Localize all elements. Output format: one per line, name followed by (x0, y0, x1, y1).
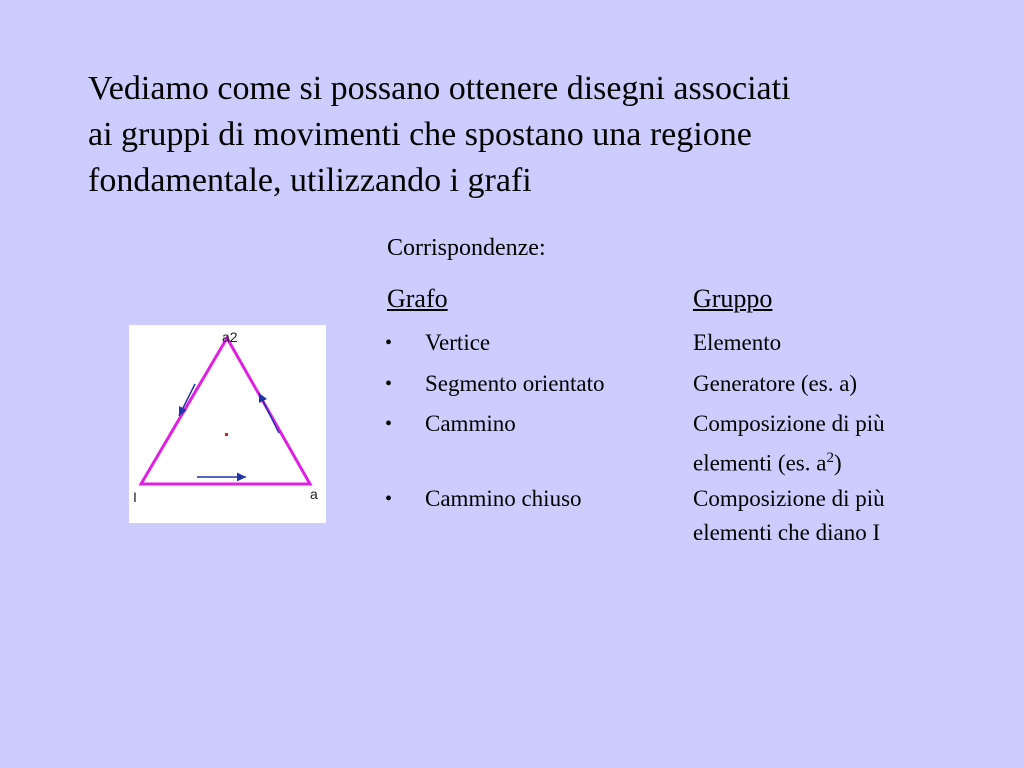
title-line-3: fondamentale, utilizzando i grafi (88, 162, 532, 199)
center-dot (225, 433, 228, 436)
bullet: • (385, 488, 393, 510)
title-line-1: Vediamo come si possano ottenere disegni associati (88, 70, 791, 107)
group-term-line-2 (693, 441, 983, 481)
vertex-label-top: a2 (222, 329, 238, 345)
header-graph: Grafo (387, 284, 448, 313)
header-group: Gruppo (693, 284, 773, 313)
group-term-line-1: Composizione di più (693, 486, 885, 511)
graph-term: Vertice (425, 330, 491, 355)
bullet: • (385, 373, 393, 395)
group-term: Generatore (es. a) (693, 371, 858, 396)
graph-term: Cammino chiuso (425, 486, 582, 511)
arrow-right-edge (259, 393, 279, 433)
arrow-left-edge (179, 384, 195, 416)
triangle-edges (141, 338, 310, 484)
graph-term: Segmento orientato (425, 371, 605, 396)
vertex-label-right: a (310, 486, 318, 502)
group-term: Elemento (693, 330, 782, 355)
section-label: Corrispondenze: (387, 235, 546, 261)
triangle-graph-drawing (129, 325, 326, 523)
bullet: • (385, 332, 393, 354)
group-term (693, 407, 983, 481)
group-term (693, 482, 983, 550)
vertex-label-left: I (133, 489, 137, 505)
triangle-graph-figure (129, 325, 326, 523)
group-term-line-2-close: ) (833, 450, 842, 476)
graph-term: Cammino (425, 411, 516, 436)
group-term-line-1: Composizione di più (693, 411, 885, 436)
title-line-2: ai gruppi di movimenti che spostano una regione (88, 116, 752, 153)
slide-title (88, 66, 948, 204)
superscript-exponent: 2 (826, 450, 834, 466)
group-term-line-2-text: elementi (es. a (693, 450, 827, 476)
group-term-line-2: elementi che diano I (693, 520, 881, 545)
bullet: • (385, 413, 393, 435)
